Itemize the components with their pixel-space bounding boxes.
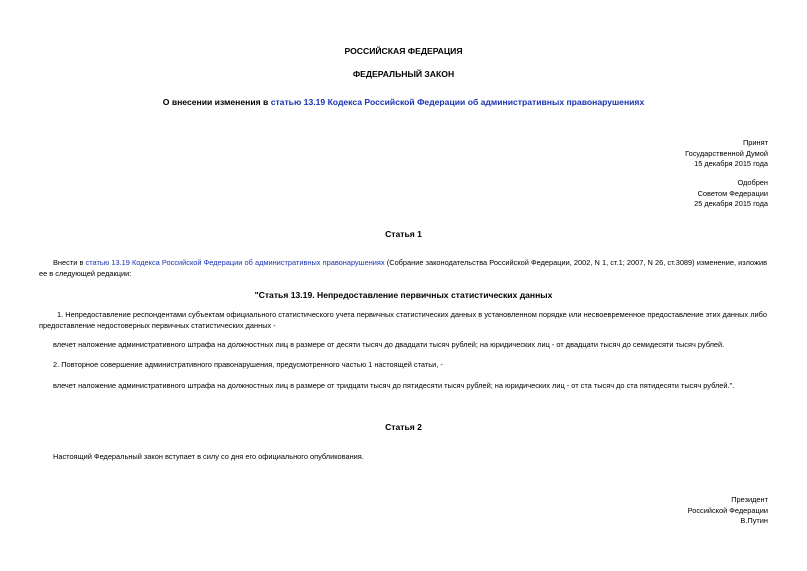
adoption-approved	[694, 178, 768, 210]
part2-penalty: влечет наложение административного штрафа на должностных лиц в размере от тридцати тысяч до пятидесяти тысяч рублей; на юридических лиц - от ста тысяч до ста пятидесяти тысяч рублей.".	[53, 381, 735, 390]
law-title-link[interactable]: статью 13.19 Кодекса Российской Федерации об административных правонарушениях	[270, 97, 645, 107]
article2-text: Настоящий Федеральный закон вступает в силу со дня его официального опубликования.	[53, 452, 364, 461]
new-article-title: "Статья 13.19. Непредоставление первичных статистических данных	[254, 290, 553, 300]
article1-intro	[39, 258, 767, 279]
signature-country: Российской Федерации	[687, 505, 768, 515]
country-heading: РОССИЙСКАЯ ФЕДЕРАЦИЯ	[344, 46, 463, 56]
signature-title: Президент	[731, 495, 768, 504]
accepted-label: Принят	[742, 138, 768, 147]
accepted-date: 15 декабря 2015 года	[694, 159, 768, 169]
article2-heading: Статья 2	[385, 422, 422, 432]
part2-text: 2. Повторное совершение административного правонарушения, предусмотренного частью 1 настоящей статьи, -	[53, 360, 443, 369]
article1-heading: Статья 1	[385, 229, 422, 239]
doc-type-heading: ФЕДЕРАЛЬНЫЙ ЗАКОН	[352, 69, 455, 79]
approved-label: Одобрен	[737, 178, 768, 187]
article1-intro-suffix: (Собрание законодательства Российской Федерации, 2002, N 1, ст.1; 2007, N 26, ст.3089) изменение, изложив ее в следующей редакции:	[39, 258, 767, 278]
approved-body: Советом Федерации	[697, 188, 768, 198]
signature-name: В.Путин	[740, 516, 768, 526]
part1-penalty: влечет наложение административного штрафа на должностных лиц в размере от десяти тысяч до двадцати тысяч рублей; на юридических лиц - от двадцати тысяч до семидесяти тысяч рублей.	[53, 340, 725, 349]
signature-block	[688, 495, 768, 527]
law-title-prefix: О внесении изменения в	[162, 97, 271, 107]
law-title	[0, 97, 807, 107]
article1-intro-link[interactable]: статью 13.19 Кодекса Российской Федерации об административных правонарушениях	[85, 258, 385, 267]
accepted-body: Государственной Думой	[685, 148, 768, 158]
article1-intro-prefix: Внести в	[53, 258, 86, 267]
adoption-accepted	[685, 138, 768, 170]
approved-date: 25 декабря 2015 года	[694, 199, 768, 209]
part1-text: 1. Непредоставление респондентами субъектам официального статистического учета первичных статистических данных в установленном порядке или несвоевременное предоставление этих данных либо предоставление недостоверных первичных статистических данных -	[39, 310, 767, 330]
